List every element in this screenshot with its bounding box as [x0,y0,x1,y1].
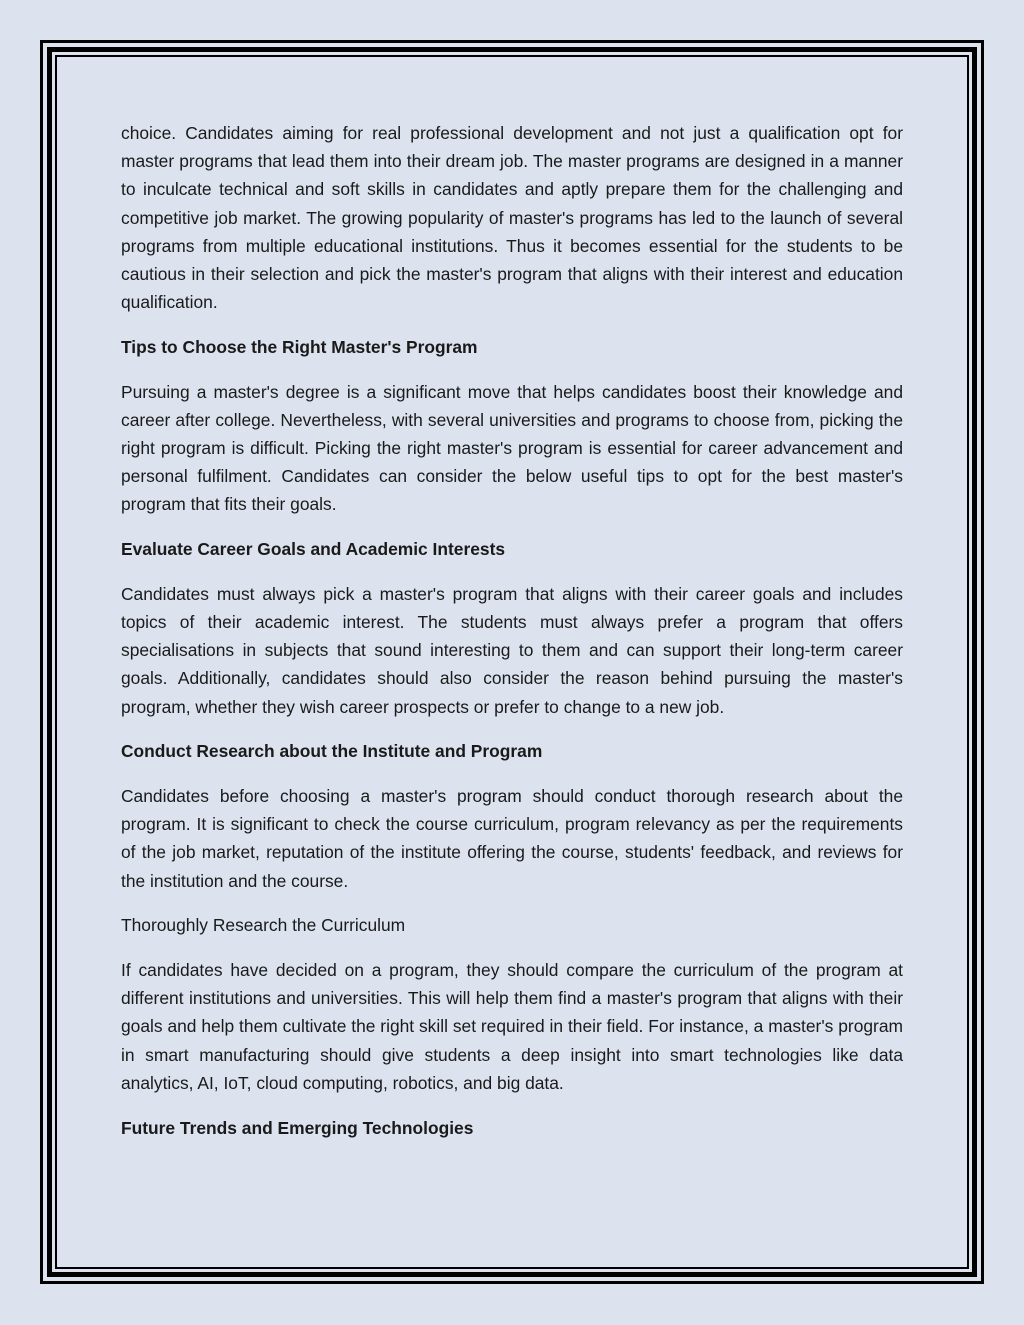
heading-future: Future Trends and Emerging Technologies [121,1117,474,1138]
paragraph-curriculum: If candidates have decided on a program, they should compare the curriculum of the program at different institutions and universities. This will help them find a master's program that aligns with their goals and help them cultivate the right skill set required in their field. For instance, a master's program in smart manufacturing should give students a deep insight into smart technologies like data analytics, AI, IoT, cloud computing, robotics, and big data. [121,960,903,1093]
paragraph-research: Candidates before choosing a master's program should conduct thorough research about the program. It is significant to check the course curriculum, program relevancy as per the requirements of the job market, reputation of the institute offering the course, students' feedback, and reviews for the institution and the course. [121,786,903,891]
heading-evaluate: Evaluate Career Goals and Academic Interests [121,539,506,560]
heading-research: Conduct Research about the Institute and Program [121,741,543,762]
paragraph-evaluate: Candidates must always pick a master's program that aligns with their career goals and includes topics of their academic interest. The students must always prefer a program that offers specialisations in subjects that sound interesting to them and can support their long-term career goals. Additionally, candidates should also consider the reason behind pursuing the master's program, whether they wish career prospects or prefer to change to a new job. [121,583,903,717]
paragraph-intro: choice. Candidates aiming for real professional development and not just a qualification opt for master programs that lead them into their dream job. The master programs are designed in a manner to inculcate technical and soft skills in candidates and aptly prepare them for the challenging and competitive job market. The growing popularity of master's programs has led to the launch of several programs from multiple educational institutions. Thus it becomes essential for the students to be cautious in their selection and pick the master's program that aligns with their interest and education qualification. [121,123,903,313]
paragraph-tips: Pursuing a master's degree is a significant move that helps candidates boost their knowledge and career after college. Nevertheless, with several universities and programs to choose from, picking the right program is difficult. Picking the right master's program is essential for career advancement and personal fulfilment. Candidates can consider the below useful tips to opt for the best master's program that fits their goals. [121,381,903,515]
heading-tips: Tips to Choose the Right Master's Program [121,336,478,357]
document-body [121,119,903,1158]
heading-curriculum: Thoroughly Research the Curriculum [121,915,406,936]
